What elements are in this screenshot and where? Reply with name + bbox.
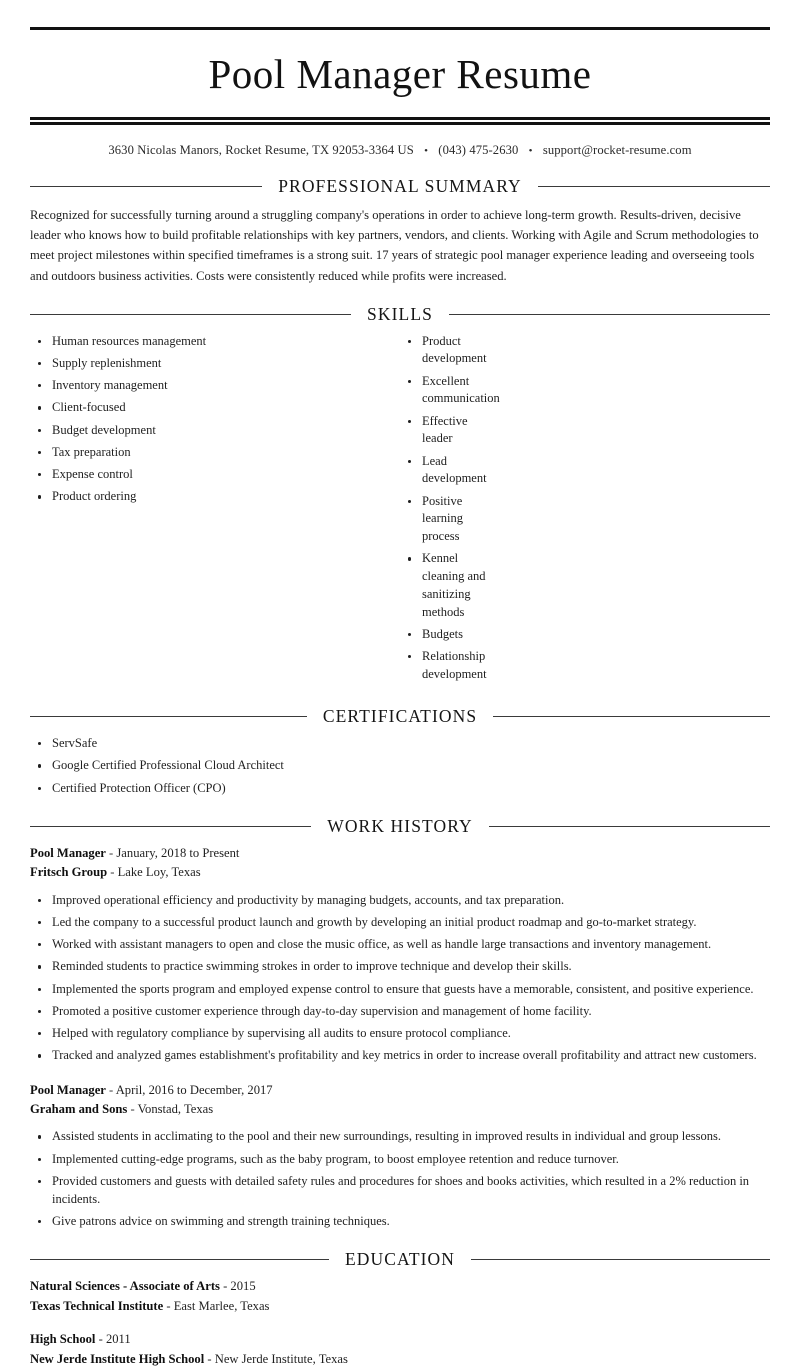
list-item: Promoted a positive customer experience through day-to-day supervision and management of home facility. xyxy=(30,1003,770,1021)
section-rule-right xyxy=(471,1259,770,1260)
education-degree: High School xyxy=(30,1332,96,1347)
professional-summary-text: Recognized for successfully turning around a struggling company's operations in order to achieve long-term growth. Results-driven, decisive leader who knows how to build profitable relationships with key partners, vendors, and clients. Working with Agile and Scrum methodologies to meet project milestones within specified timeframes is a strong suit. 17 years of strategic pool manager experience leading and overseeing tools and outdoors business activities. Costs were consistently reduced while profits were increased. xyxy=(30,207,759,283)
contact-separator-2: • xyxy=(528,145,533,158)
section-header-work-history xyxy=(30,815,770,836)
education-dash: - xyxy=(95,1332,106,1347)
section-rule-right xyxy=(489,826,770,827)
contact-separator-1: • xyxy=(424,145,429,158)
section-rule-right xyxy=(449,314,770,315)
section-header-education xyxy=(30,1248,770,1269)
header-bottom-rule xyxy=(30,117,770,125)
list-item: Assisted students in acclimating to the pool and their new surroundings, resulting in improved results in individual and group lessons. xyxy=(30,1128,770,1146)
list-item: Relationship development xyxy=(400,648,500,684)
section-header-skills xyxy=(30,306,770,324)
contact-address: 3630 Nicolas Manors, Rocket Resume, TX 92053-3364 US xyxy=(108,143,414,157)
education-degree-line xyxy=(30,1330,770,1350)
certifications-list xyxy=(30,735,770,798)
education-school-line xyxy=(30,1350,770,1369)
job-dash: - xyxy=(105,1083,116,1098)
list-item: Improved operational efficiency and productivity by managing budgets, accounts, and tax preparation. xyxy=(30,892,770,910)
list-item: Lead development xyxy=(400,453,500,489)
list-item: Effective leader xyxy=(400,413,500,449)
section-title: CERTIFICATIONS xyxy=(322,706,478,727)
education-entry xyxy=(30,1277,770,1316)
list-item: Implemented cutting-edge programs, such as the baby program, to boost employee retention and reduce turnover. xyxy=(30,1151,770,1169)
contact-email[interactable]: support@rocket-resume.com xyxy=(542,143,692,157)
section-title: SKILLS xyxy=(367,304,433,325)
list-item: Product ordering xyxy=(30,488,400,506)
education-location: New Jerde Institute, Texas xyxy=(214,1351,348,1366)
education-degree-line xyxy=(30,1277,770,1297)
job-location: Lake Loy, Texas xyxy=(117,865,201,880)
list-item: Budget development xyxy=(30,422,400,440)
list-item: Reminded students to practice swimming strokes in order to improve technique and develop their skills. xyxy=(30,958,770,976)
list-item: ServSafe xyxy=(30,735,770,753)
list-item: Supply replenishment xyxy=(30,355,400,373)
section-rule-left xyxy=(30,186,262,187)
list-item: Google Certified Professional Cloud Architect xyxy=(30,757,770,775)
education-year: 2011 xyxy=(105,1332,131,1347)
education-entry xyxy=(30,1330,770,1369)
list-item: Excellent communication xyxy=(400,373,500,409)
job-company: Fritsch Group xyxy=(30,865,108,880)
education-degree: Natural Sciences - Associate of Arts xyxy=(30,1279,220,1294)
education-dash: - xyxy=(163,1298,174,1313)
section-header-professional-summary xyxy=(30,178,770,196)
job-company-line xyxy=(30,1100,770,1119)
job-location: Vonstad, Texas xyxy=(137,1102,214,1117)
contact-phone: (043) 475-2630 xyxy=(438,143,519,157)
list-item: Tracked and analyzed games establishment's profitability and key metrics in order to increase overall profitability and attract new customers. xyxy=(30,1047,770,1065)
education-school: New Jerde Institute High School xyxy=(30,1351,205,1366)
job-title-line xyxy=(30,844,770,863)
certifications-block xyxy=(30,735,770,798)
section-title: EDUCATION xyxy=(344,1248,456,1269)
resume-page xyxy=(0,27,800,1366)
section-rule-left xyxy=(30,1259,329,1260)
section-rule-right xyxy=(493,716,770,717)
list-item: Kennel cleaning and sanitizing methods xyxy=(400,550,500,621)
job-title: Pool Manager xyxy=(30,1083,106,1098)
page-title: Pool Manager Resume xyxy=(208,51,592,97)
job-company: Graham and Sons xyxy=(30,1102,128,1117)
contact-line xyxy=(30,143,770,158)
list-item: Positive learning process xyxy=(400,493,500,546)
list-item: Provided customers and guests with detailed safety rules and procedures for shoes and books activities, which resulted in a 2% reduction in incidents. xyxy=(30,1173,770,1209)
job-title-line xyxy=(30,1081,770,1100)
work-history-entry xyxy=(30,844,770,1065)
education-dash: - xyxy=(204,1351,215,1366)
job-dates: April, 2016 to December, 2017 xyxy=(115,1083,273,1098)
skills-columns xyxy=(30,333,770,689)
job-dash: - xyxy=(127,1102,138,1117)
list-item: Led the company to a successful product launch and growth by developing an initial product roadmap and go-to-market strategy. xyxy=(30,914,770,932)
list-item: Worked with assistant managers to open and close the music office, as well as handle large transactions and inventory management. xyxy=(30,936,770,954)
section-rule-left xyxy=(30,314,351,315)
education-location: East Marlee, Texas xyxy=(173,1298,270,1313)
job-dash: - xyxy=(105,846,117,861)
job-responsibilities-list xyxy=(30,892,770,1066)
list-item: Helped with regulatory compliance by supervising all audits to ensure protocol compliance. xyxy=(30,1025,770,1043)
list-item: Human resources management xyxy=(30,333,400,351)
section-rule-left xyxy=(30,716,307,717)
list-item: Implemented the sports program and employed expense control to ensure that guests have a memorable, consistent, and positive experience. xyxy=(30,981,770,999)
section-rule-left xyxy=(30,826,311,827)
list-item: Product development xyxy=(400,333,500,369)
job-dates: January, 2018 to Present xyxy=(116,846,240,861)
section-title: WORK HISTORY xyxy=(327,815,473,836)
section-header-certifications xyxy=(30,708,770,726)
list-item: Client-focused xyxy=(30,399,400,417)
education-school: Texas Technical Institute xyxy=(30,1298,164,1313)
work-history-entry xyxy=(30,1081,770,1231)
section-rule-right xyxy=(538,186,770,187)
skills-list-right xyxy=(400,333,500,684)
list-item: Certified Protection Officer (CPO) xyxy=(30,780,770,798)
education-school-line xyxy=(30,1297,770,1317)
list-item: Inventory management xyxy=(30,377,400,395)
job-responsibilities-list xyxy=(30,1128,770,1230)
job-company-line xyxy=(30,863,770,882)
section-title: PROFESSIONAL SUMMARY xyxy=(278,176,522,196)
education-dash: - xyxy=(219,1279,231,1294)
job-dash: - xyxy=(107,865,118,880)
list-item: Tax preparation xyxy=(30,444,400,462)
header-top-rule xyxy=(30,27,770,30)
education-year: 2015 xyxy=(230,1279,256,1294)
job-title: Pool Manager xyxy=(30,846,106,861)
list-item: Expense control xyxy=(30,466,400,484)
list-item: Give patrons advice on swimming and strength training techniques. xyxy=(30,1213,770,1231)
list-item: Budgets xyxy=(400,626,500,644)
